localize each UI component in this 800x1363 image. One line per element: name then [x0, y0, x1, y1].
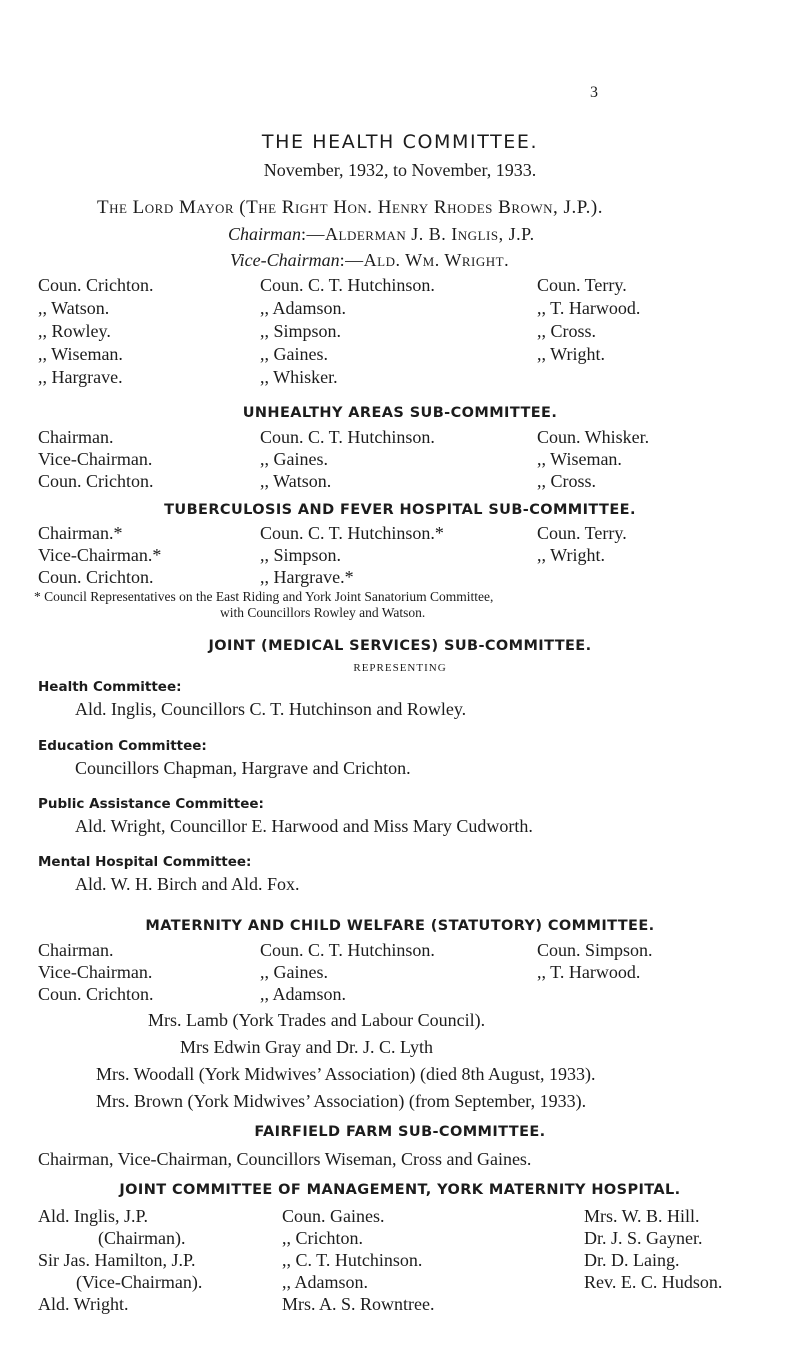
member: ,, Cross. [537, 321, 597, 341]
jm-col-2 [282, 1205, 435, 1315]
member: (Chairman). [98, 1228, 186, 1248]
member: Dr. D. Laing. [584, 1250, 680, 1270]
member: ,, Hargrave. [38, 367, 123, 387]
maternity-other: Mrs Edwin Gray and Dr. J. C. Lyth [180, 1037, 433, 1057]
member: ,, Hargrave.* [260, 567, 354, 587]
group-label: Education Committee: [38, 738, 207, 754]
member: ,, Simpson. [260, 545, 342, 565]
member: ,, Wright. [537, 545, 605, 565]
member: Chairman.* [38, 523, 123, 543]
member: Coun. Crichton. [38, 275, 154, 295]
maternity-other: Mrs. Woodall (York Midwives’ Association) (died 8th August, 1933). [96, 1064, 596, 1084]
member: ,, T. Harwood. [537, 962, 641, 982]
member: ,, Watson. [38, 298, 110, 318]
fairfield-members: Chairman, Vice-Chairman, Councillors Wiseman, Cross and Gaines. [38, 1149, 532, 1169]
maternity-heading: MATERNITY AND CHILD WELFARE (STATUTORY) COMMITTEE. [145, 918, 655, 934]
member: Chairman. [38, 427, 114, 447]
member: ,, Wiseman. [38, 344, 123, 364]
maternity-col-2 [260, 939, 435, 1005]
member: Coun. C. T. Hutchinson.* [260, 523, 444, 543]
member: ,, T. Harwood. [537, 298, 641, 318]
member: ,, Wright. [537, 344, 605, 364]
joint-management-heading: JOINT COMMITTEE OF MANAGEMENT, YORK MATERNITY HOSPITAL. [119, 1182, 681, 1198]
page-number: 3 [590, 84, 598, 101]
group-label: Public Assistance Committee: [38, 796, 264, 812]
members-col-2 [260, 274, 435, 389]
group-label: Mental Hospital Committee: [38, 854, 252, 870]
page-title: THE HEALTH COMMITTEE. [261, 131, 539, 153]
tb-heading: TUBERCULOSIS AND FEVER HOSPITAL SUB-COMMITTEE. [164, 502, 636, 518]
jm-col-1 [38, 1205, 202, 1315]
tb-col-3 [537, 522, 627, 566]
members-col-1 [38, 274, 154, 389]
member: Coun. Terry. [537, 523, 627, 543]
member: ,, Gaines. [260, 344, 328, 364]
member: Coun. Crichton. [38, 471, 154, 491]
member: ,, Crichton. [282, 1228, 363, 1248]
member: Sir Jas. Hamilton, J.P. [38, 1250, 196, 1270]
member: Vice-Chairman. [38, 449, 153, 469]
member: Ald. Wright. [38, 1294, 129, 1314]
group-members: Ald. Inglis, Councillors C. T. Hutchinson and Rowley. [75, 699, 467, 719]
member: ,, Rowley. [38, 321, 111, 341]
lord-mayor: The Lord Mayor (The Right Hon. Henry Rhodes Brown, J.P.). [97, 197, 603, 218]
members-col-3 [537, 274, 640, 366]
member: Coun. C. T. Hutchinson. [260, 275, 435, 295]
unhealthy-heading: UNHEALTHY AREAS SUB-COMMITTEE. [242, 405, 558, 421]
member: ,, Gaines. [260, 962, 328, 982]
member: Mrs. W. B. Hill. [584, 1206, 700, 1226]
vice-chairman-line [230, 250, 509, 271]
jm-col-3 [584, 1205, 722, 1293]
tb-footnote-cont: with Councillors Rowley and Watson. [220, 605, 426, 620]
maternity-col-3 [537, 939, 653, 983]
maternity-other: Mrs. Lamb (York Trades and Labour Council). [148, 1010, 486, 1030]
group-members: Ald. W. H. Birch and Ald. Fox. [75, 874, 300, 894]
member: Coun. C. T. Hutchinson. [260, 427, 435, 447]
period: November, 1932, to November, 1933. [263, 160, 537, 180]
tb-col-1 [38, 522, 161, 588]
member: Coun. Terry. [537, 275, 627, 295]
representing-label: REPRESENTING [353, 662, 447, 674]
unhealthy-col-3 [537, 426, 649, 492]
chairman-value: :—Alderman J. B. Inglis, J.P. [301, 224, 535, 244]
member: Coun. Gaines. [282, 1206, 385, 1226]
maternity-col-1 [38, 939, 154, 1005]
member: Coun. C. T. Hutchinson. [260, 940, 435, 960]
member: ,, Adamson. [260, 984, 347, 1004]
member: (Vice-Chairman). [76, 1272, 203, 1292]
member: Chairman. [38, 940, 114, 960]
member: ,, Adamson. [282, 1272, 369, 1292]
tb-col-2 [260, 522, 444, 588]
group-label: Health Committee: [38, 679, 182, 695]
member: Mrs. A. S. Rowntree. [282, 1294, 435, 1314]
member: ,, Gaines. [260, 449, 328, 469]
joint-medical-heading: JOINT (MEDICAL SERVICES) SUB-COMMITTEE. [208, 638, 592, 654]
member: Vice-Chairman.* [38, 545, 162, 565]
member: ,, Watson. [260, 471, 332, 491]
member: Rev. E. C. Hudson. [584, 1272, 723, 1292]
member: ,, Whisker. [260, 367, 338, 387]
unhealthy-col-1 [38, 426, 154, 492]
member: ,, Cross. [537, 471, 597, 491]
maternity-other: Mrs. Brown (York Midwives’ Association) (from September, 1933). [96, 1091, 587, 1111]
member: Coun. Crichton. [38, 567, 154, 587]
group-members: Councillors Chapman, Hargrave and Crichton. [75, 758, 411, 778]
member: Vice-Chairman. [38, 962, 153, 982]
member: Ald. Inglis, J.P. [38, 1206, 149, 1226]
fairfield-heading: FAIRFIELD FARM SUB-COMMITTEE. [254, 1124, 546, 1140]
member: Coun. Simpson. [537, 940, 653, 960]
member: ,, Wiseman. [537, 449, 622, 469]
vice-chairman-label: Vice-Chairman [230, 250, 340, 270]
member: ,, Simpson. [260, 321, 342, 341]
member: ,, Adamson. [260, 298, 347, 318]
member: ,, C. T. Hutchinson. [282, 1250, 423, 1270]
member: Coun. Crichton. [38, 984, 154, 1004]
chairman-label: Chairman [228, 224, 302, 244]
unhealthy-col-2 [260, 426, 435, 492]
chairman-line [228, 224, 535, 245]
vice-chairman-value: :—Ald. Wm. Wright. [339, 250, 510, 270]
member: Coun. Whisker. [537, 427, 650, 447]
group-members: Ald. Wright, Councillor E. Harwood and Miss Mary Cudworth. [75, 816, 533, 836]
tb-footnote: * Council Representatives on the East Riding and York Joint Sanatorium Committee, [34, 589, 494, 604]
member: Dr. J. S. Gayner. [584, 1228, 703, 1248]
